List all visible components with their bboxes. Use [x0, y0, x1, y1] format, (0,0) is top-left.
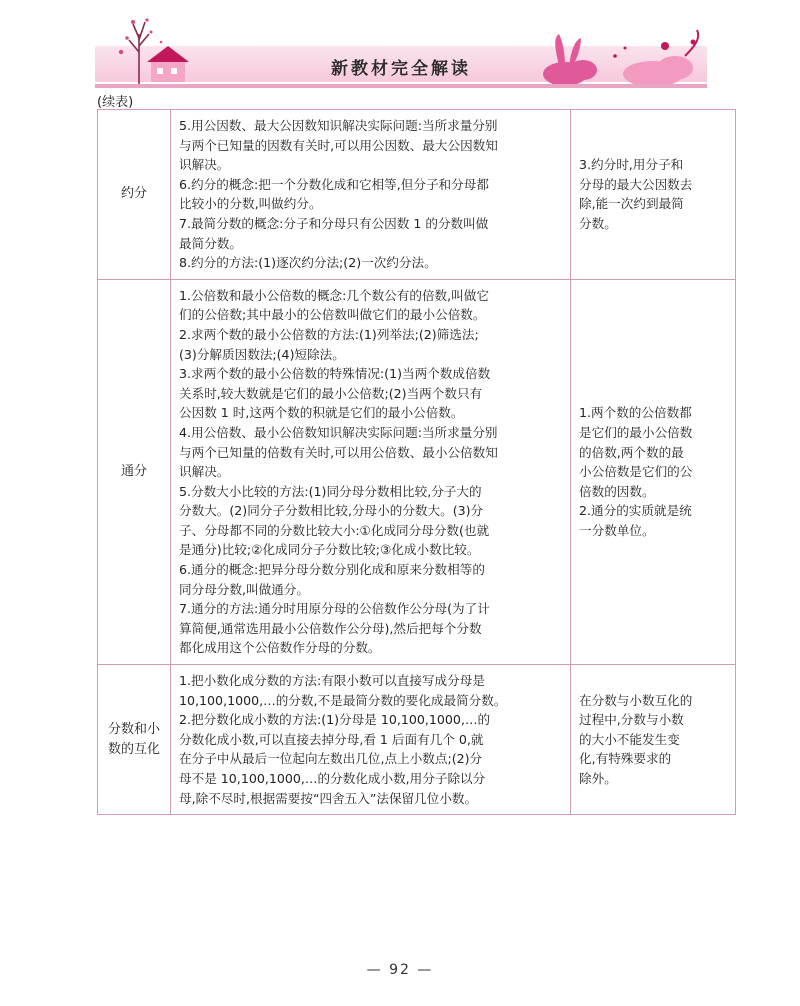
content-line: 是通分)比较;②化成同分子分数比较;③化成小数比较。	[179, 542, 480, 558]
row-topic-label: 数的互化	[107, 741, 160, 757]
content-line: 6.通分的概念:把异分母分数分别化成和原来分数相等的	[179, 562, 485, 578]
content-line: 识解决。	[179, 157, 230, 173]
content-line: 比较小的分数,叫做约分。	[179, 196, 322, 212]
note-line: 是它们的最小公倍数	[579, 424, 693, 440]
bunny-bush-illustration	[525, 26, 707, 86]
row-note	[571, 279, 736, 664]
table-row-hushua	[98, 665, 736, 815]
row-note	[571, 665, 736, 815]
content-line: 子、分母都不同的分数比较大小:①化成同分母分数(也就	[179, 522, 490, 538]
content-line: 2.把分数化成小数的方法:(1)分母是 10,100,1000,…的	[179, 712, 491, 728]
content-line: 与两个已知量的因数有关时,可以用公因数、最大公因数知	[179, 137, 498, 153]
row-topic-label: 约分	[120, 186, 147, 202]
note-line: 在分数与小数互化的	[579, 692, 693, 708]
note-line: 过程中,分数与小数	[579, 712, 684, 728]
note-line: 2.通分的实质就是统	[579, 503, 692, 519]
table-row-yuefen	[98, 110, 736, 280]
content-line: 5.分数大小比较的方法:(1)同分母分数相比较,分子大的	[179, 483, 482, 499]
row-topic	[98, 110, 171, 280]
note-line: 的倍数,两个数的最	[579, 444, 684, 460]
content-line: 8.约分的方法:(1)逐次约分法;(2)一次约分法。	[179, 255, 437, 271]
content-line: 母,除不尽时,根据需要按“四舍五入”法保留几位小数。	[179, 790, 478, 806]
content-line: 5.用公因数、最大公因数知识解决实际问题:当所求量分别	[179, 118, 498, 133]
note-line: 小公倍数是它们的公	[579, 464, 693, 480]
content-line: 关系时,较大数就是它们的最小公倍数;(2)当两个数只有	[179, 385, 483, 401]
content-line: 7.最简分数的概念:分子和分母只有公因数 1 的分数叫做	[179, 215, 489, 231]
note-line: 除外。	[579, 771, 617, 786]
note-line: 1.两个数的公倍数都	[579, 405, 692, 421]
content-line: 1.把小数化成分数的方法:有限小数可以直接写成分母是	[179, 673, 485, 689]
header-title: 新教材完全解读	[331, 59, 471, 79]
content-line: 最简分数。	[179, 235, 242, 251]
content-line: 2.求两个数的最小公倍数的方法:(1)列举法;(2)筛选法;	[179, 326, 479, 342]
note-line: 一分数单位。	[579, 522, 655, 538]
knowledge-table	[97, 109, 736, 815]
content-line: 都化成用这个公倍数作分母的分数。	[179, 640, 381, 656]
note-line: 3.约分时,用分子和	[579, 157, 684, 173]
tree-house-illustration	[103, 12, 213, 86]
content-line: 同分母分数,叫做通分。	[179, 581, 309, 597]
row-topic-label: 分数和小	[107, 721, 160, 737]
content-line: 们的公倍数;其中最小的公倍数叫做它们的最小公倍数。	[179, 307, 486, 323]
note-line: 倍数的因数。	[579, 483, 655, 499]
row-topic-label: 通分	[120, 463, 147, 479]
content-line: 1.公倍数和最小公倍数的概念:几个数公有的倍数,叫做它	[179, 287, 489, 303]
header-rule	[95, 84, 707, 88]
content-line: 分数化成小数,可以直接去掉分母,看 1 后面有几个 0,就	[179, 731, 484, 747]
content-line: 识解决。	[179, 464, 230, 480]
content-line: 在分子中从最后一位起向左数出几位,点上小数点;(2)分	[179, 751, 483, 767]
content-line: 6.约分的概念:把一个分数化成和它相等,但分子和分母都	[179, 176, 489, 192]
row-content	[171, 110, 571, 280]
note-line: 分母的最大公因数去	[579, 176, 693, 192]
continued-label: (续表)	[97, 95, 134, 110]
row-content	[171, 279, 571, 664]
content-line: 公因数 1 时,这两个数的积就是它们的最小公倍数。	[179, 405, 464, 421]
note-line: 化,有特殊要求的	[579, 751, 672, 767]
content-line: 算简便,通常选用最小公倍数作公分母),然后把每个分数	[179, 620, 482, 636]
note-line: 的大小不能发生变	[579, 731, 680, 747]
content-line: 10,100,1000,…的分数,不是最简分数的要化成最简分数。	[179, 692, 507, 708]
content-line: 母不是 10,100,1000,…的分数化成小数,用分子除以分	[179, 771, 486, 786]
row-topic	[98, 665, 171, 815]
page-header	[95, 12, 707, 90]
note-line: 分数。	[579, 215, 617, 231]
content-line: 分数大。(2)同分子分数相比较,分母小的分数大。(3)分	[179, 503, 484, 519]
content-line: 与两个已知量的倍数有关时,可以用公倍数、最小公倍数知	[179, 444, 498, 460]
table-row-tongfen	[98, 279, 736, 664]
content-line: (3)分解质因数法;(4)短除法。	[179, 346, 345, 362]
content-line: 3.求两个数的最小公倍数的特殊情况:(1)当两个数成倍数	[179, 366, 491, 382]
note-line: 除,能一次约到最简	[579, 196, 684, 212]
page-number: — 92 —	[366, 962, 434, 978]
row-topic	[98, 279, 171, 664]
row-note	[571, 110, 736, 280]
row-content	[171, 665, 571, 815]
content-line: 4.用公倍数、最小公倍数知识解决实际问题:当所求量分别	[179, 424, 498, 440]
content-line: 7.通分的方法:通分时用原分母的公倍数作公分母(为了计	[179, 601, 490, 617]
